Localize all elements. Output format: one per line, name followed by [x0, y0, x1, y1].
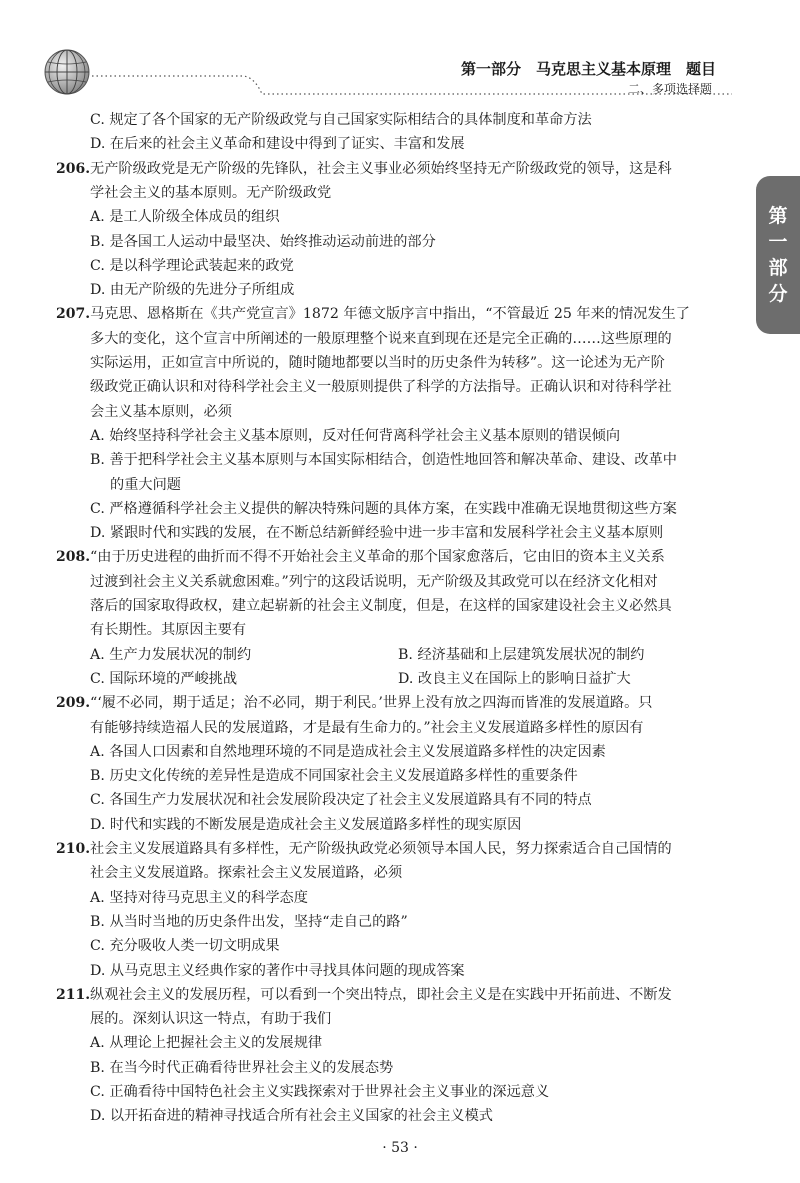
- question-number: 211.: [56, 987, 91, 1003]
- text-line: D. 紧跟时代和实践的发展，在不断总结新鲜经验中进一步丰富和发展科学社会主义基本原则: [90, 525, 664, 541]
- option-line: B. 经济基础和上层建筑发展状况的制约: [398, 647, 645, 663]
- text-line: 有能够持续造福人民的发展道路，才是最有生命力的。”社会主义发展道路多样性的原因有: [90, 720, 644, 736]
- question-stem-line: 马克思、恩格斯在《共产党宣言》1872 年德文版序言中指出，“不管最近 25 年来的情况发生了: [90, 306, 690, 322]
- text-line: B. 是各国工人运动中最坚决、始终推动运动前进的部分: [90, 234, 436, 250]
- question-stem-line: 社会主义发展道路具有多样性，无产阶级执政党必须领导本国人民，努力探索适合自己国情的: [90, 841, 672, 857]
- text-line: A. 各国人口因素和自然地理环境的不同是造成社会主义发展道路多样性的决定因素: [90, 744, 606, 760]
- question-stem-line: 纵观社会主义的发展历程，可以看到一个突出特点，即社会主义是在实践中开拓前进、不断发: [90, 987, 672, 1003]
- question-stem-line: “‘履不必同，期于适足；治不必同，期于利民。’世界上没有放之四海而皆准的发展道路。只: [90, 695, 653, 711]
- question-number: 209.: [56, 695, 91, 711]
- question-stem-line: 无产阶级政党是无产阶级的先锋队，社会主义事业必须始终坚持无产阶级政党的领导，这是科: [90, 161, 672, 177]
- text-line: 级政党正确认识和对待科学社会主义一般原则提供了科学的方法指导。正确认识和对待科学社: [90, 379, 672, 395]
- text-line: 落后的国家取得政权，建立起崭新的社会主义制度，但是，在这样的国家建设社会主义必然具: [90, 598, 672, 614]
- text-line: A. 从理论上把握社会主义的发展规律: [90, 1035, 323, 1051]
- header-title: 第一部分 马克思主义基本原理 题目: [460, 60, 716, 78]
- text-line: 有长期性。其原因主要有: [90, 622, 247, 638]
- text-line: B. 从当时当地的历史条件出发，坚持“走自己的路”: [90, 914, 408, 930]
- text-line: 的重大问题: [110, 477, 181, 493]
- text-line: D. 从马克思主义经典作家的著作中寻找具体问题的现成答案: [90, 963, 465, 979]
- text-line: A. 生产力发展状况的制约: [90, 647, 252, 663]
- text-line: A. 坚持对待马克思主义的科学态度: [90, 890, 308, 906]
- option-line: D. 改良主义在国际上的影响日益扩大: [398, 671, 631, 687]
- side-tab-char: 部: [768, 257, 788, 279]
- text-line: 实际运用，正如宣言中所说的，随时随地都要以当时的历史条件为转移”。这一论述为无产阶: [90, 355, 665, 371]
- text-line: D. 由无产阶级的先进分子所组成: [90, 282, 295, 298]
- page-header: [0, 0, 800, 100]
- text-line: D. 时代和实践的不断发展是造成社会主义发展道路多样性的现实原因: [90, 817, 522, 833]
- page-number: · 53 ·: [382, 1140, 418, 1156]
- text-line: C. 各国生产力发展状况和社会发展阶段决定了社会主义发展道路具有不同的特点: [90, 792, 592, 808]
- text-line: C. 充分吸收人类一切文明成果: [90, 938, 280, 954]
- text-line: A. 始终坚持科学社会主义基本原则，反对任何背离科学社会主义基本原则的错误倾向: [90, 428, 621, 444]
- text-line: 过渡到社会主义关系就愈困难。”列宁的这段话说明，无产阶级及其政党可以在经济文化相对: [90, 574, 658, 590]
- text-line: 社会主义发展道路。探索社会主义发展道路，必须: [90, 865, 403, 881]
- text-line: C. 国际环境的严峻挑战: [90, 671, 238, 687]
- question-number: 207.: [56, 306, 91, 322]
- side-tab-char: 第: [768, 205, 788, 227]
- question-number: 208.: [56, 549, 91, 565]
- header-subtitle: 二、多项选择题: [627, 82, 712, 96]
- side-section-tab: [756, 176, 800, 334]
- text-line: 学社会主义的基本原则。无产阶级政党: [90, 185, 332, 201]
- text-line: C. 正确看待中国特色社会主义实践探索对于世界社会主义事业的深远意义: [90, 1084, 550, 1100]
- globe-icon: [42, 47, 92, 97]
- text-line: B. 在当今时代正确看待世界社会主义的发展态势: [90, 1060, 394, 1076]
- text-line: B. 历史文化传统的差异性是造成不同国家社会主义发展道路多样性的重要条件: [90, 768, 578, 784]
- text-line: C. 规定了各个国家的无产阶级政党与自己国家实际相结合的具体制度和革命方法: [90, 112, 592, 128]
- text-line: 展的。深刻认识这一特点，有助于我们: [90, 1011, 332, 1027]
- text-line: D. 以开拓奋进的精神寻找适合所有社会主义国家的社会主义模式: [90, 1108, 493, 1124]
- text-line: C. 是以科学理论武装起来的政党: [90, 258, 294, 274]
- question-number: 210.: [56, 841, 91, 857]
- text-line: 会主义基本原则，必须: [90, 404, 232, 420]
- side-tab-char: 一: [768, 231, 788, 253]
- question-number: 206.: [56, 161, 91, 177]
- side-tab-char: 分: [768, 283, 788, 305]
- text-line: 多大的变化，这个宣言中所阐述的一般原理整个说来直到现在还是完全正确的……这些原理的: [90, 331, 672, 347]
- text-line: C. 严格遵循科学社会主义提供的解决特殊问题的具体方案，在实践中准确无误地贯彻这些方案: [90, 501, 677, 517]
- text-line: A. 是工人阶级全体成员的组织: [90, 209, 280, 225]
- text-line: D. 在后来的社会主义革命和建设中得到了证实、丰富和发展: [90, 136, 465, 152]
- question-stem-line: “由于历史进程的曲折而不得不开始社会主义革命的那个国家愈落后，它由旧的资本主义关系: [90, 549, 665, 565]
- text-line: B. 善于把科学社会主义基本原则与本国实际相结合，创造性地回答和解决革命、建设、改革中: [90, 452, 677, 468]
